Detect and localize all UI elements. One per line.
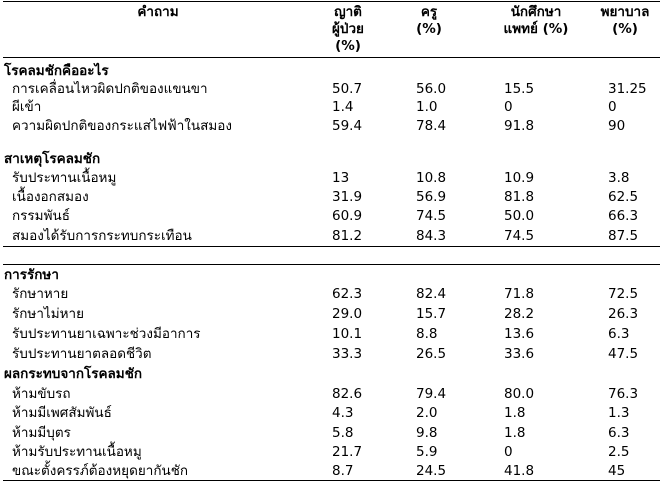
header-relatives <box>318 4 378 55</box>
row-label: รับประทานยาเฉพาะช่วงมีอาการ <box>12 326 201 342</box>
table-row <box>0 443 664 461</box>
section-title-row <box>0 266 664 284</box>
value-teachers: 78.4 <box>416 118 447 134</box>
row-label: การเคลื่อนไหวผิดปกติของแขนขา <box>12 81 208 97</box>
row-label: ความผิดปกติของกระแสไฟฟ้าในสมอง <box>12 118 232 134</box>
value-med-students: 81.8 <box>504 189 535 205</box>
value-med-students: 28.2 <box>504 306 535 322</box>
value-relatives: 62.3 <box>332 286 363 302</box>
value-teachers: 84.3 <box>416 228 447 244</box>
table-row <box>0 227 664 245</box>
header-relatives-line-1: ญาติ <box>334 4 362 20</box>
row-label: ห้ามมีบุตร <box>12 425 71 441</box>
value-nurses: 90 <box>608 118 626 134</box>
bottom-rule <box>3 480 660 481</box>
value-med-students: 33.6 <box>504 346 535 362</box>
row-label: ห้ามขับรถ <box>12 386 71 402</box>
value-med-students: 80.0 <box>504 386 535 402</box>
value-nurses: 72.5 <box>608 286 639 302</box>
value-relatives: 59.4 <box>332 118 363 134</box>
value-med-students: 10.9 <box>504 170 535 186</box>
value-nurses: 47.5 <box>608 346 639 362</box>
header-nurses-line-2: (%) <box>612 21 638 37</box>
table-row <box>0 345 664 363</box>
value-teachers: 8.8 <box>416 326 438 342</box>
value-nurses: 66.3 <box>608 208 639 224</box>
value-relatives: 31.9 <box>332 189 363 205</box>
value-nurses: 6.3 <box>608 425 630 441</box>
value-nurses: 87.5 <box>608 228 639 244</box>
value-med-students: 15.5 <box>504 81 535 97</box>
row-label: รักษาหาย <box>12 286 69 302</box>
table-row <box>0 207 664 225</box>
value-relatives: 10.1 <box>332 326 363 342</box>
value-med-students: 1.8 <box>504 405 526 421</box>
section-title-row <box>0 62 664 80</box>
header-med-students <box>488 4 584 38</box>
section-rule <box>3 246 660 247</box>
value-teachers: 26.5 <box>416 346 447 362</box>
table-row <box>0 325 664 343</box>
row-label: สมองได้รับการกระทบกระเทือน <box>12 228 192 244</box>
header-question <box>118 4 198 21</box>
table-row <box>0 188 664 206</box>
section-title: ผลกระทบจากโรคลมชัก <box>4 366 143 382</box>
table-row <box>0 404 664 422</box>
value-teachers: 9.8 <box>416 425 438 441</box>
value-med-students: 1.8 <box>504 425 526 441</box>
value-teachers: 10.8 <box>416 170 447 186</box>
header-med-students-line-2: แพทย์ (%) <box>503 21 569 37</box>
value-teachers: 56.9 <box>416 189 447 205</box>
header-relatives-line-2: ผู้ป่วย <box>332 21 364 37</box>
value-teachers: 2.0 <box>416 405 438 421</box>
value-nurses: 45 <box>608 463 626 479</box>
value-med-students: 71.8 <box>504 286 535 302</box>
value-med-students: 0 <box>504 444 513 460</box>
value-nurses: 0 <box>608 99 617 115</box>
row-label: ห้ามรับประทานเนื้อหมู <box>12 444 142 460</box>
value-med-students: 50.0 <box>504 208 535 224</box>
value-nurses: 76.3 <box>608 386 639 402</box>
table-row <box>0 285 664 303</box>
table-row <box>0 462 664 480</box>
value-nurses: 26.3 <box>608 306 639 322</box>
table-row <box>0 80 664 98</box>
table-row <box>0 305 664 323</box>
header-teachers-line-1: ครู <box>420 4 438 20</box>
value-nurses: 62.5 <box>608 189 639 205</box>
section-title: การรักษา <box>4 267 59 283</box>
table-row <box>0 117 664 135</box>
header-relatives-line-3: (%) <box>335 38 361 54</box>
header-med-students-line-1: นักศึกษา <box>510 4 562 20</box>
header-rule <box>3 57 660 58</box>
value-relatives: 81.2 <box>332 228 363 244</box>
header-nurses <box>588 4 662 38</box>
value-teachers: 1.0 <box>416 99 438 115</box>
value-med-students: 0 <box>504 99 513 115</box>
value-teachers: 56.0 <box>416 81 447 97</box>
row-label: รักษาไม่หาย <box>12 306 84 322</box>
value-med-students: 74.5 <box>504 228 535 244</box>
table-row <box>0 98 664 116</box>
table-row <box>0 385 664 403</box>
table-row <box>0 169 664 187</box>
row-label: รับประทานยาตลอดชีวิต <box>12 346 152 362</box>
row-label: ห้ามมีเพศสัมพันธ์ <box>12 405 112 421</box>
value-relatives: 21.7 <box>332 444 363 460</box>
value-relatives: 13 <box>332 170 350 186</box>
row-label: ขณะตั้งครรภ์ต้องหยุดยากันชัก <box>12 463 189 479</box>
section-title: โรคลมชักคืออะไร <box>4 63 109 79</box>
value-teachers: 74.5 <box>416 208 447 224</box>
value-teachers: 24.5 <box>416 463 447 479</box>
value-nurses: 6.3 <box>608 326 630 342</box>
value-relatives: 60.9 <box>332 208 363 224</box>
value-teachers: 82.4 <box>416 286 447 302</box>
header-question-label: คำถาม <box>137 4 179 20</box>
value-relatives: 4.3 <box>332 405 354 421</box>
section-title-row <box>0 365 664 383</box>
value-teachers: 5.9 <box>416 444 438 460</box>
value-teachers: 15.7 <box>416 306 447 322</box>
row-label: เนื้องอกสมอง <box>12 189 89 205</box>
section-rule <box>3 264 660 265</box>
row-label: รับประทานเนื้อหมู <box>12 170 117 186</box>
value-med-students: 91.8 <box>504 118 535 134</box>
value-nurses: 2.5 <box>608 444 630 460</box>
value-med-students: 41.8 <box>504 463 535 479</box>
value-nurses: 31.25 <box>608 81 647 97</box>
row-label: ผีเข้า <box>12 99 42 115</box>
value-nurses: 1.3 <box>608 405 630 421</box>
value-relatives: 8.7 <box>332 463 354 479</box>
header-teachers-line-2: (%) <box>416 21 442 37</box>
section-title-row <box>0 150 664 168</box>
value-relatives: 33.3 <box>332 346 363 362</box>
value-relatives: 29.0 <box>332 306 363 322</box>
header-nurses-line-1: พยาบาล <box>600 4 650 20</box>
value-teachers: 79.4 <box>416 386 447 402</box>
value-med-students: 13.6 <box>504 326 535 342</box>
section-title: สาเหตุโรคลมชัก <box>4 151 101 167</box>
table-row <box>0 424 664 442</box>
value-nurses: 3.8 <box>608 170 630 186</box>
value-relatives: 50.7 <box>332 81 363 97</box>
value-relatives: 82.6 <box>332 386 363 402</box>
value-relatives: 1.4 <box>332 99 354 115</box>
header-teachers <box>404 4 454 38</box>
row-label: กรรมพันธ์ <box>12 208 70 224</box>
value-relatives: 5.8 <box>332 425 354 441</box>
top-rule <box>3 1 660 2</box>
